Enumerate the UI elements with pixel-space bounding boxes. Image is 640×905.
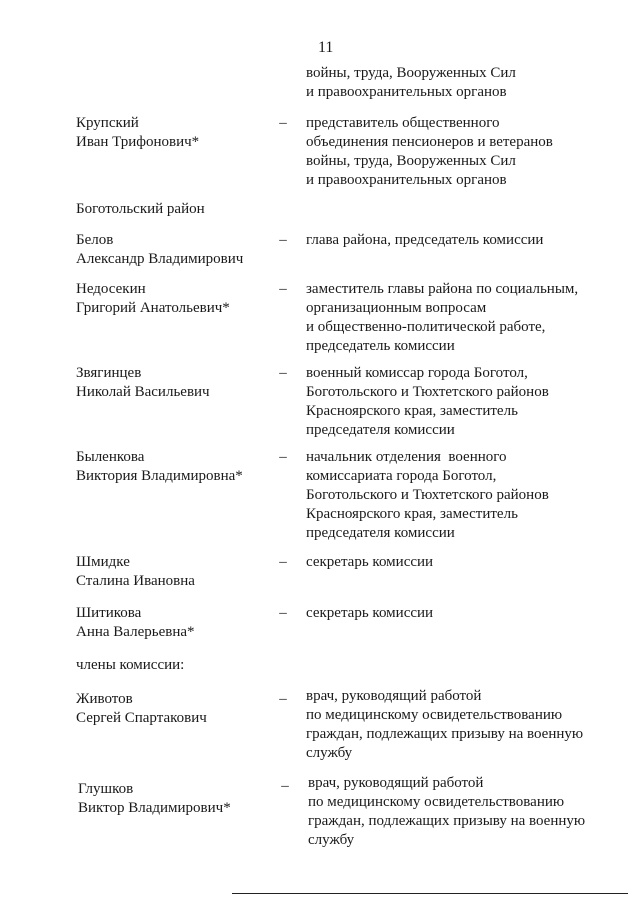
continuation-line: войны, труда, Вооруженных Сил <box>306 65 516 81</box>
district-heading: Боготольский район <box>76 201 205 217</box>
member-given-names: Николай Васильевич <box>76 384 210 400</box>
member-role-line: войны, труда, Вооруженных Сил <box>306 153 516 169</box>
member-role-line: Боготольского и Тюхтетского районов <box>306 384 549 400</box>
member-role-line: по медицинскому освидетельствованию <box>308 794 565 810</box>
member-given-names: Сталина Ивановна <box>76 573 195 589</box>
member-surname: Глушков <box>78 781 134 797</box>
member-surname: Шмидке <box>76 554 130 570</box>
member-surname: Шитикова <box>76 605 142 621</box>
member-role-line: председателя комиссии <box>306 422 455 438</box>
member-role-line: заместитель главы района по социальным, <box>306 281 579 297</box>
member-surname: Быленкова <box>76 449 145 465</box>
member-role-line: комиссариата города Боготол, <box>306 468 497 484</box>
member-given-names: Виктория Владимировна* <box>76 468 243 484</box>
member-role-line: председателя комиссии <box>306 525 455 541</box>
member-given-names: Анна Валерьевна* <box>76 624 195 640</box>
member-given-names: Иван Трифонович* <box>76 134 200 150</box>
member-surname: Белов <box>76 232 114 248</box>
member-surname: Звягинцев <box>76 365 142 381</box>
member-role-line: граждан, подлежащих призыву на военную <box>308 813 586 829</box>
member-role-line: Боготольского и Тюхтетского районов <box>306 487 549 503</box>
continuation-line: и правоохранительных органов <box>306 84 507 100</box>
member-role-line: и правоохранительных органов <box>306 172 507 188</box>
separator-dash: – <box>279 281 287 297</box>
member-role-line: службу <box>306 745 353 761</box>
member-role-line: врач, руководящий работой <box>308 775 484 791</box>
member-surname: Животов <box>76 691 133 707</box>
member-role-line: секретарь комиссии <box>306 554 434 570</box>
member-role-line: Красноярского края, заместитель <box>306 506 518 522</box>
separator-dash: – <box>281 778 289 794</box>
separator-dash: – <box>279 115 287 131</box>
member-role-line: глава района, председатель комиссии <box>306 232 544 248</box>
member-given-names: Сергей Спартакович <box>76 710 207 726</box>
member-role-line: начальник отделения военного <box>306 449 507 465</box>
member-role-line: Красноярского края, заместитель <box>306 403 518 419</box>
member-given-names: Виктор Владимирович* <box>78 800 231 816</box>
member-surname: Крупский <box>76 115 139 131</box>
page-bottom-rule <box>232 893 628 894</box>
member-role-line: организационным вопросам <box>306 300 487 316</box>
member-role-line: врач, руководящий работой <box>306 688 482 704</box>
member-role-line: представитель общественного <box>306 115 500 131</box>
separator-dash: – <box>279 449 287 465</box>
member-role-line: секретарь комиссии <box>306 605 434 621</box>
member-surname: Недосекин <box>76 281 146 297</box>
member-role-line: и общественно-политической работе, <box>306 319 546 335</box>
member-role-line: объединения пенсионеров и ветеранов <box>306 134 553 150</box>
separator-dash: – <box>279 232 287 248</box>
separator-dash: – <box>279 691 287 707</box>
separator-dash: – <box>279 554 287 570</box>
page-number: 11 <box>318 39 334 56</box>
separator-dash: – <box>279 365 287 381</box>
member-given-names: Александр Владимирович <box>76 251 244 267</box>
member-role-line: граждан, подлежащих призыву на военную <box>306 726 584 742</box>
member-given-names: Григорий Анатольевич* <box>76 300 230 316</box>
member-role-line: по медицинскому освидетельствованию <box>306 707 563 723</box>
members-heading: члены комиссии: <box>76 657 185 673</box>
member-role-line: службу <box>308 832 355 848</box>
separator-dash: – <box>279 605 287 621</box>
member-role-line: военный комиссар города Боготол, <box>306 365 528 381</box>
member-role-line: председатель комиссии <box>306 338 455 354</box>
